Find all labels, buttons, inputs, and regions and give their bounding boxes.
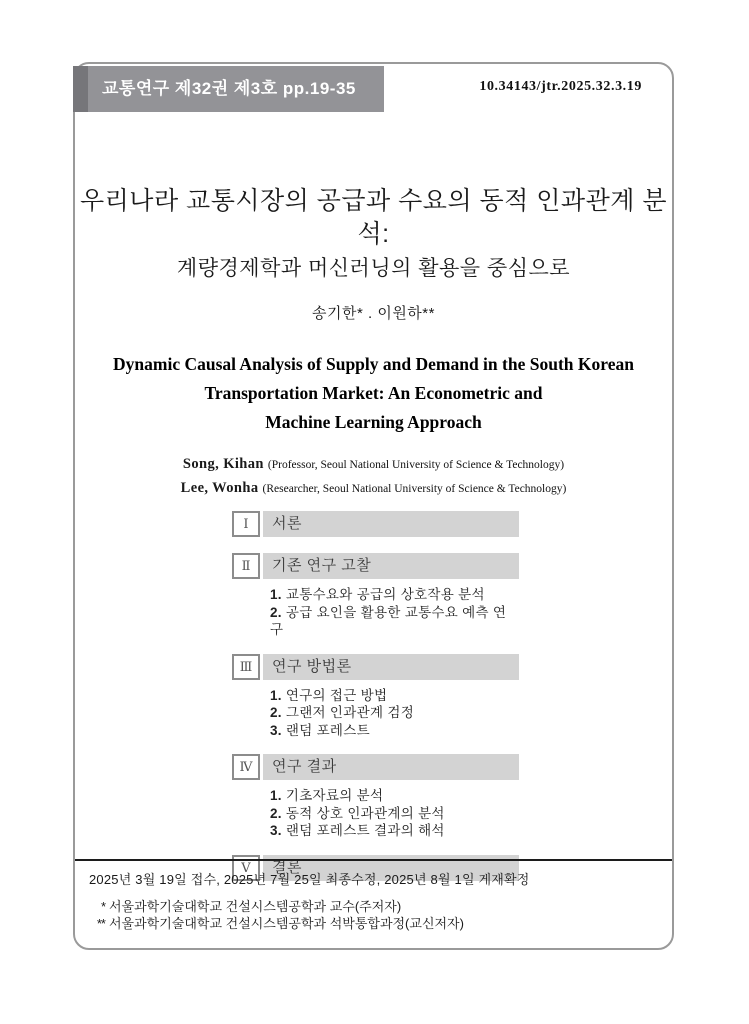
author-affiliation: (Professor, Seoul National University of Science & Technology) — [267, 459, 565, 471]
toc-subitem-text: 연구의 접근 방법 — [285, 687, 388, 703]
author-name: Lee, Wonha — [180, 479, 259, 496]
footnote — [81, 915, 672, 932]
toc-subitem-number: 2. — [270, 604, 282, 620]
footer — [75, 859, 672, 948]
toc-section-1 — [232, 511, 519, 537]
toc-subitem — [270, 604, 519, 639]
author-affiliation: (Researcher, Seoul National University of Science & Technology) — [262, 482, 567, 495]
english-title-line: Transportation Market: An Econometric and — [204, 383, 543, 403]
toc-subitem-number: 3. — [270, 823, 282, 838]
author-footnotes — [81, 898, 672, 932]
toc-numeral: Ⅰ — [232, 511, 260, 537]
toc-subitem-number: 1. — [270, 788, 282, 803]
english-title — [75, 350, 672, 437]
toc-subitem-text: 랜덤 포레스트 결과의 해석 — [285, 823, 445, 838]
korean-authors: 송기한* . 이원하** — [312, 305, 435, 322]
korean-subtitle: 계량경제학과 머신러닝의 활용을 중심으로 — [176, 257, 571, 280]
toc-section-title: 기존 연구 고찰 — [263, 553, 519, 579]
toc-spacer — [232, 537, 519, 553]
english-author-line — [75, 453, 672, 477]
toc-section-4 — [232, 754, 519, 780]
toc-subitem-text: 랜덤 포레스트 — [285, 722, 370, 738]
toc-subitem — [270, 822, 519, 840]
submission-dates: 2025년 3월 19일 접수, 2025년 7월 25일 최종수정, 2025년 8월 1일 게재확정 — [89, 872, 530, 887]
article-page — [73, 62, 674, 950]
toc-subitem-number: 1. — [270, 687, 282, 703]
toc-subitem-text: 기초자료의 분석 — [285, 788, 384, 803]
footnote-marker: * — [100, 899, 105, 914]
toc-subitem-number: 1. — [270, 587, 282, 602]
toc-subitems — [270, 586, 519, 639]
toc-section-title: 연구 방법론 — [263, 654, 519, 680]
badge-accent-block — [73, 66, 88, 112]
toc-subitem — [270, 687, 519, 705]
toc-subitem — [270, 787, 519, 805]
toc-numeral: Ⅱ — [232, 553, 260, 579]
english-title-line: Dynamic Causal Analysis of Supply and Demand in the South Korean — [113, 354, 634, 374]
korean-title: 우리나라 교통시장의 공급과 수요의 동적 인과관계 분석: — [80, 187, 667, 248]
english-title-line: Machine Learning Approach — [265, 412, 482, 432]
toc-subitem-number: 2. — [270, 705, 282, 720]
toc-subitem — [270, 586, 519, 604]
title-block — [75, 64, 672, 500]
footnote-text: 서울과학기술대학교 건설시스템공학과 교수(주저자) — [109, 899, 402, 914]
toc-subitem-text: 공급 요인을 활용한 교통수요 예측 연구 — [270, 604, 507, 637]
journal-issue-badge — [73, 66, 384, 112]
footnote-text: 서울과학기술대학교 건설시스템공학과 석박통합과정(교신저자) — [109, 916, 464, 931]
toc-subitem — [270, 805, 519, 823]
toc-subitem-text: 동적 상호 인과관계의 분석 — [285, 805, 445, 821]
toc-numeral: Ⅲ — [232, 654, 260, 680]
journal-issue-label: 교통연구 제32권 제3호 pp.19-35 — [88, 66, 384, 112]
toc-section-title: 서론 — [263, 511, 519, 537]
doi-text: 10.34143/jtr.2025.32.3.19 — [479, 79, 642, 94]
footnote-marker: ** — [96, 916, 105, 931]
toc-section-2 — [232, 553, 519, 579]
toc-subitem — [270, 722, 519, 740]
toc-section-3 — [232, 654, 519, 680]
toc-subitems — [270, 787, 519, 840]
toc-subitem — [270, 704, 519, 722]
author-name: Song, Kihan — [182, 456, 264, 472]
english-authors — [75, 453, 672, 500]
english-author-line — [75, 477, 672, 501]
toc-subitem-number: 2. — [270, 805, 282, 821]
toc-subitem-text: 교통수요와 공급의 상호작용 분석 — [285, 587, 485, 602]
toc-subitem-number: 3. — [270, 722, 282, 738]
toc-subitem-text: 그랜저 인과관계 검정 — [285, 705, 415, 720]
toc-numeral: Ⅴ — [232, 855, 260, 881]
toc-section-title: 결론 — [263, 855, 519, 881]
table-of-contents — [232, 511, 519, 881]
toc-numeral: Ⅳ — [232, 754, 260, 780]
toc-section-title: 연구 결과 — [263, 754, 519, 780]
footnote — [81, 898, 672, 915]
toc-subitems — [270, 687, 519, 740]
